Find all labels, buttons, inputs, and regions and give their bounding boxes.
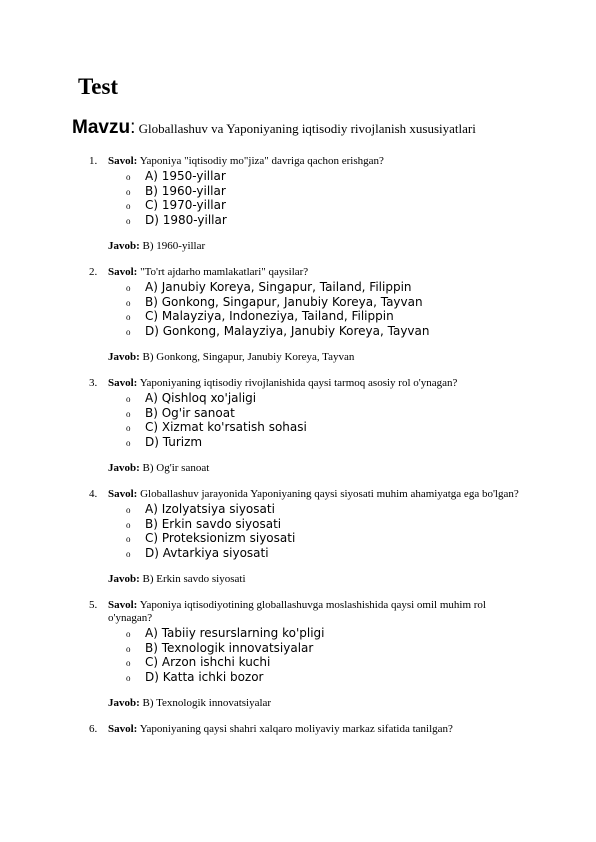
question-number: 6. bbox=[89, 723, 98, 735]
option-text: C) Proteksionizm siyosati bbox=[145, 531, 296, 545]
question-number: 4. bbox=[89, 488, 98, 500]
question-item bbox=[0, 155, 596, 253]
answer-label: Javob: bbox=[108, 462, 140, 474]
option-text: B) Gonkong, Singapur, Janubiy Koreya, Tayvan bbox=[145, 294, 423, 309]
bullet-icon: o bbox=[126, 534, 131, 544]
answer-value: B) Gonkong, Singapur, Janubiy Koreya, Tayvan bbox=[142, 351, 355, 363]
answer-line bbox=[108, 351, 596, 364]
answer-value: B) Erkin savdo siyosati bbox=[142, 573, 246, 585]
question-number: 2. bbox=[89, 266, 98, 278]
option-text: A) Qishloq xo'jaligi bbox=[145, 391, 257, 405]
bullet-icon: o bbox=[126, 297, 131, 308]
topic-colon: : bbox=[130, 117, 136, 138]
question-text bbox=[108, 266, 528, 279]
question-text bbox=[108, 155, 528, 168]
question-list bbox=[0, 155, 596, 736]
answer-option bbox=[0, 198, 596, 213]
answer-label: Javob: bbox=[108, 240, 140, 252]
question-item bbox=[0, 723, 596, 736]
option-text: C) Arzon ishchi kuchi bbox=[145, 655, 271, 669]
question-body: Yaponiyaning qaysi shahri xalqaro moliyaviy markaz sifatida tanilgan? bbox=[139, 723, 453, 735]
option-text: A) Janubiy Koreya, Singapur, Tailand, Filippin bbox=[145, 280, 412, 294]
answer-option bbox=[0, 169, 596, 184]
question-number: 5. bbox=[89, 599, 98, 611]
bullet-icon: o bbox=[126, 672, 131, 683]
answer-option bbox=[0, 531, 596, 546]
question-label: Savol: bbox=[108, 599, 138, 611]
question-number: 1. bbox=[89, 155, 98, 167]
question-label: Savol: bbox=[108, 155, 138, 167]
answer-value: B) Og'ir sanoat bbox=[142, 462, 210, 474]
answer-label: Javob: bbox=[108, 697, 140, 709]
bullet-icon: o bbox=[126, 658, 131, 668]
answer-line bbox=[108, 573, 596, 586]
option-list bbox=[0, 280, 596, 338]
answer-option bbox=[0, 546, 596, 561]
option-text: D) 1980-yillar bbox=[145, 212, 227, 227]
answer-option bbox=[0, 406, 596, 421]
answer-option bbox=[0, 655, 596, 670]
answer-option bbox=[0, 502, 596, 517]
answer-option bbox=[0, 391, 596, 406]
bullet-icon: o bbox=[126, 408, 131, 419]
answer-option bbox=[0, 280, 596, 295]
question-body: Yaponiya iqtisodiyotining globallashuvga moslashishida qaysi omil muhim rol o'ynagan? bbox=[108, 599, 486, 624]
answer-option bbox=[0, 213, 596, 228]
bullet-icon: o bbox=[126, 394, 131, 404]
question-label: Savol: bbox=[108, 488, 138, 500]
bullet-icon: o bbox=[126, 201, 131, 211]
answer-option bbox=[0, 517, 596, 532]
option-list bbox=[0, 391, 596, 449]
bullet-icon: o bbox=[126, 312, 131, 322]
bullet-icon: o bbox=[126, 186, 131, 197]
option-text: B) Erkin savdo siyosati bbox=[145, 516, 282, 531]
question-text bbox=[108, 723, 528, 736]
option-text: B) 1960-yillar bbox=[145, 183, 226, 198]
option-text: A) 1950-yillar bbox=[145, 169, 226, 183]
question-body: Yaponiyaning iqtisodiy rivojlanishida qaysi tarmoq asosiy rol o'ynagan? bbox=[139, 377, 458, 389]
answer-option bbox=[0, 641, 596, 656]
bullet-icon: o bbox=[126, 423, 131, 433]
topic-text: Globallashuv va Yaponiyaning iqtisodiy rivojlanish xususiyatlari bbox=[138, 121, 476, 136]
option-text: A) Izolyatsiya siyosati bbox=[145, 502, 275, 516]
question-label: Savol: bbox=[108, 723, 138, 735]
bullet-icon: o bbox=[126, 326, 131, 337]
answer-option bbox=[0, 295, 596, 310]
option-text: C) Malayziya, Indoneziya, Tailand, Filippin bbox=[145, 309, 394, 323]
option-list bbox=[0, 626, 596, 684]
option-list bbox=[0, 169, 596, 227]
bullet-icon: o bbox=[126, 643, 131, 654]
topic-line bbox=[72, 117, 476, 139]
option-text: C) Xizmat ko'rsatish sohasi bbox=[145, 420, 307, 434]
question-text bbox=[108, 488, 528, 501]
question-item bbox=[0, 599, 596, 710]
option-text: A) Tabiiy resurslarning ko'pligi bbox=[145, 626, 325, 640]
bullet-icon: o bbox=[126, 629, 131, 639]
answer-line bbox=[108, 462, 596, 475]
answer-option bbox=[0, 420, 596, 435]
option-text: D) Gonkong, Malayziya, Janubiy Koreya, Tayvan bbox=[145, 323, 430, 338]
question-text bbox=[108, 377, 528, 390]
question-item bbox=[0, 488, 596, 586]
answer-label: Javob: bbox=[108, 573, 140, 585]
answer-line bbox=[108, 240, 596, 253]
answer-option bbox=[0, 184, 596, 199]
question-number: 3. bbox=[89, 377, 98, 389]
answer-line bbox=[108, 697, 596, 710]
bullet-icon: o bbox=[126, 283, 131, 293]
bullet-icon: o bbox=[126, 215, 131, 226]
answer-label: Javob: bbox=[108, 351, 140, 363]
answer-value: B) Texnologik innovatsiyalar bbox=[142, 697, 272, 709]
answer-option bbox=[0, 670, 596, 685]
answer-option bbox=[0, 435, 596, 450]
bullet-icon: o bbox=[126, 519, 131, 530]
question-text bbox=[108, 599, 528, 625]
question-body: "To'rt ajdarho mamlakatlari" qaysilar? bbox=[140, 266, 309, 278]
bullet-icon: o bbox=[126, 548, 131, 559]
question-label: Savol: bbox=[108, 266, 138, 278]
option-text: D) Katta ichki bozor bbox=[145, 669, 264, 684]
answer-value: B) 1960-yillar bbox=[142, 240, 206, 252]
question-item bbox=[0, 377, 596, 475]
bullet-icon: o bbox=[126, 437, 131, 448]
option-text: D) Avtarkiya siyosati bbox=[145, 545, 269, 560]
option-text: B) Texnologik innovatsiyalar bbox=[145, 640, 314, 655]
question-item bbox=[0, 266, 596, 364]
option-text: C) 1970-yillar bbox=[145, 198, 226, 212]
option-text: B) Og'ir sanoat bbox=[145, 405, 235, 420]
answer-option bbox=[0, 324, 596, 339]
option-text: D) Turizm bbox=[145, 434, 203, 449]
bullet-icon: o bbox=[126, 172, 131, 182]
document-title: Test bbox=[78, 74, 119, 99]
question-label: Savol: bbox=[108, 377, 138, 389]
answer-option bbox=[0, 309, 596, 324]
answer-option bbox=[0, 626, 596, 641]
question-body: Globallashuv jarayonida Yaponiyaning qaysi siyosati muhim ahamiyatga ega bo'lgan? bbox=[140, 488, 519, 500]
option-list bbox=[0, 502, 596, 560]
bullet-icon: o bbox=[126, 505, 131, 515]
topic-label: Mavzu bbox=[72, 117, 131, 138]
question-body: Yaponiya "iqtisodiy mo"jiza" davriga qachon erishgan? bbox=[139, 155, 384, 167]
